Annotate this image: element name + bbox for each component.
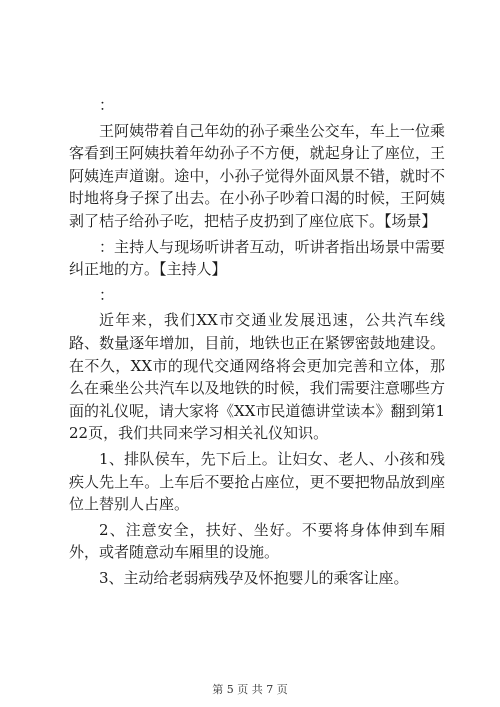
- paragraph-rule-2: 2、注意安全，扶好、坐好。不要将身体伸到车厢外，或者随意动车厢里的设施。: [69, 520, 445, 562]
- paragraph-colon-2: ：: [99, 285, 115, 304]
- paragraph-scene: 王阿姨带着自己年幼的孙子乘坐公交车，车上一位乘客看到王阿姨扶着年幼孙子不方便，就起身让了座位，王阿姨连声道谢。途中，小孙子觉得外面风景不错，就时不时地将身子探了出去。在小孙子吵着口渴的时候，王阿姨剥了桔子给孙子吃，把桔子皮扔到了座位底下。【场景】: [69, 121, 445, 230]
- paragraph-rule-3: 3、主动给老弱病残孕及怀抱婴儿的乘客让座。: [99, 568, 409, 587]
- page-footer: 第 5 页 共 7 页: [212, 683, 288, 696]
- document-body: [69, 94, 445, 589]
- paragraph-intro: 近年来，我们XX市交通业发展迅速，公共汽车线路、数量逐年增加，目前，地铁也正在紧锣密鼓地建设。在不久，XX市的现代交通网络将会更加完善和立体，那么在乘坐公共汽车以及地铁的时候，我们需要注意哪些方面的礼仪呢，请大家将《XX市民道德讲堂读本》翻到第122页，我们共同来学习相关礼仪知识。: [69, 311, 445, 443]
- paragraph-colon-1: ：: [99, 96, 115, 114]
- paragraph-host-interaction: ：主持人与现场听讲者互动，听讲者指出场景中需要纠正地的方。【主持人】: [69, 237, 445, 279]
- paragraph-rule-1: 1、排队侯车，先下后上。让妇女、老人、小孩和残疾人先上车。上车后不要抢占座位，更不要把物品放到座位上替别人占座。: [69, 449, 445, 514]
